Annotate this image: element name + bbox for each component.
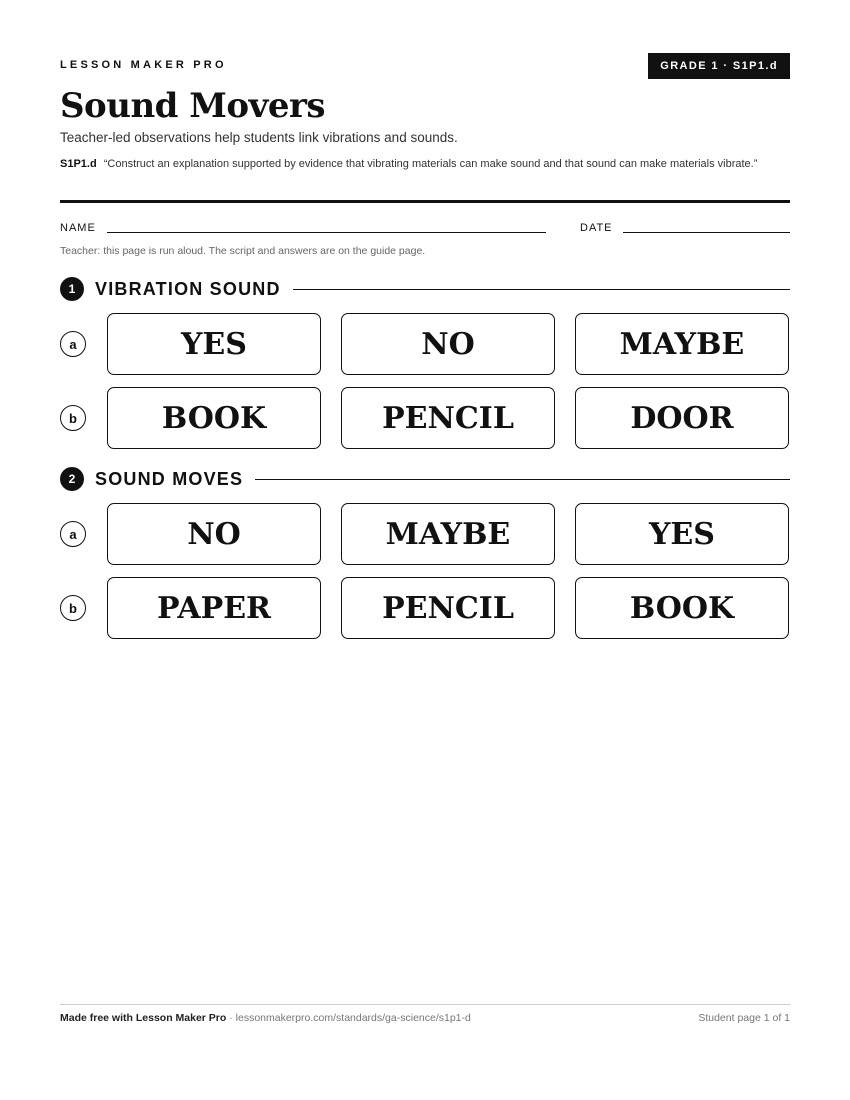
grade-standard-badge: GRADE 1 · S1P1.d <box>648 53 790 79</box>
question-row-2a <box>60 503 790 565</box>
answer-choice[interactable]: BOOK <box>107 387 321 449</box>
row-letter-badge: b <box>60 595 86 621</box>
standard-text: “Construct an explanation supported by evidence that vibrating materials can make sound and that sound can make materials vibrate.” <box>103 158 758 170</box>
standard-code: S1P1.d <box>60 158 97 170</box>
section-1-header <box>60 277 790 301</box>
date-label: DATE <box>580 222 613 234</box>
answer-choice[interactable]: NO <box>341 313 555 375</box>
footer-made-with: Made free with Lesson Maker Pro <box>60 1012 227 1024</box>
footer-divider <box>60 1004 790 1005</box>
section-number-badge: 1 <box>60 277 84 301</box>
name-label: NAME <box>60 222 96 234</box>
answer-choice[interactable]: DOOR <box>575 387 789 449</box>
brand-name: LESSON MAKER PRO <box>60 59 227 71</box>
answer-choice[interactable]: YES <box>575 503 789 565</box>
answer-choice[interactable]: MAYBE <box>575 313 789 375</box>
answer-choice[interactable]: PENCIL <box>341 387 555 449</box>
footer-page-label: Student page 1 of 1 <box>698 1012 790 1024</box>
answer-choice[interactable]: YES <box>107 313 321 375</box>
date-line[interactable] <box>623 232 790 233</box>
footer-url[interactable]: lessonmakerpro.com/standards/ga-science/s1p1-d <box>235 1012 471 1024</box>
page-title: Sound Movers <box>60 86 326 126</box>
section-number-badge: 2 <box>60 467 84 491</box>
answer-choice[interactable]: PENCIL <box>341 577 555 639</box>
footer-credit <box>60 1012 471 1024</box>
page-subtitle: Teacher-led observations help students link vibrations and sounds. <box>60 130 458 145</box>
answer-choice[interactable]: NO <box>107 503 321 565</box>
footer-separator: · <box>226 1012 236 1024</box>
header-divider <box>60 200 790 203</box>
question-row-1b <box>60 387 790 449</box>
answer-choice[interactable]: BOOK <box>575 577 789 639</box>
section-2-header <box>60 467 790 491</box>
teacher-note: Teacher: this page is run aloud. The script and answers are on the guide page. <box>60 245 426 257</box>
standard-description <box>60 156 790 173</box>
answer-choice[interactable]: MAYBE <box>341 503 555 565</box>
section-title: SOUND MOVES <box>95 468 244 489</box>
question-row-1a <box>60 313 790 375</box>
row-letter-badge: a <box>60 331 86 357</box>
question-row-2b <box>60 577 790 639</box>
section-title: VIBRATION SOUND <box>95 278 281 299</box>
row-letter-badge: b <box>60 405 86 431</box>
section-rule <box>255 479 790 480</box>
answer-choice[interactable]: PAPER <box>107 577 321 639</box>
name-line[interactable] <box>107 232 546 233</box>
row-letter-badge: a <box>60 521 86 547</box>
section-rule <box>293 289 790 290</box>
worksheet-page <box>60 0 790 1100</box>
